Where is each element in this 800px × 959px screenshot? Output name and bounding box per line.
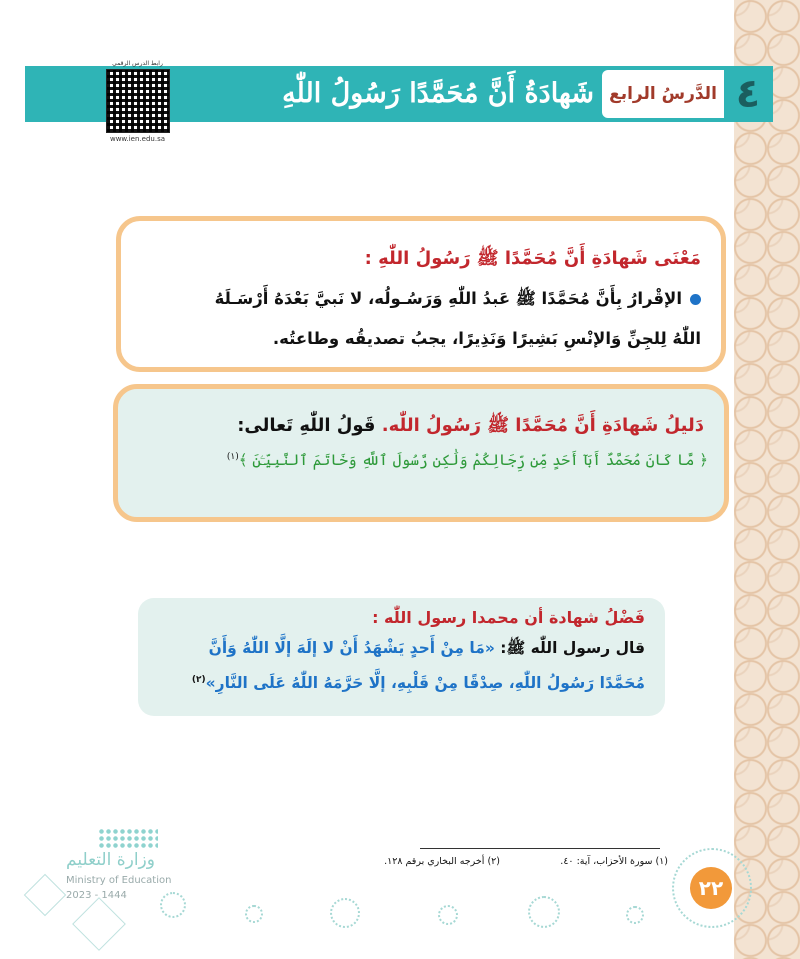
ministry-name-english: Ministry of Education [66,875,172,886]
lesson-number: ٤ [735,71,761,117]
decorative-diamond-icon [72,897,126,951]
decorative-flower-icon [245,905,263,923]
footnote-2: (٢) أخرجه البخاري برقم ١٢٨. [384,856,500,867]
bullet-icon [690,294,701,305]
proof-card [113,384,729,522]
decorative-flower-icon [626,906,644,924]
decorative-diamond-icon [24,874,66,916]
ministry-year: 2023 - 1444 [66,890,127,901]
page-number: ٢٢ [690,867,732,909]
hadith-line-1: قال رسول اللّٰه ﷺ: «مَا مِنْ أَحدٍ يَشْهَدُ أَنْ لا إلَهَ إلَّا اللّٰهُ وَأَنَّ [208,639,645,657]
meaning-card [116,216,726,372]
decorative-flower-icon [438,905,458,925]
decorative-flower-icon [160,892,186,918]
ministry-name-arabic: وزارة التعليم [66,850,155,870]
footnote-ref-1: (١) [226,452,239,462]
meaning-line-2: اللّٰهُ لِلجِنِّ وَالإنْسِ بَشِيرًا وَنَذِيرًا، يجبُ تصديقُه وطاعتُه. [272,329,701,348]
ministry-logo-icon [98,828,158,850]
meaning-heading: مَعْنَى شَهادَةِ أَنَّ مُحَمَّدًا ﷺ رَسُولُ اللّٰهِ : [364,248,701,269]
qr-caption: رابط الدرس الرقمي [112,60,163,67]
lesson-label: الدَّرسُ الرابع [602,70,724,118]
lesson-title: شَهادَةُ أَنَّ مُحَمَّدًا رَسُولُ اللّٰهِ [282,78,594,109]
digital-lesson-link[interactable] [100,60,175,143]
merit-card [138,598,665,716]
quran-verse: ﴿ مَّا كَانَ مُحَمَّدٌ أَبَآ أَحَدٍ مِّن رِّجَالِكُمْ وَلَٰكِن رَّسُولَ ٱللَّهِ وَخَاتَمَ ٱلنَّبِيِّـۧنَ ﴾$^{(١)}$ [226,451,708,469]
proof-heading: دَليلُ شَهادَةِ أَنَّ مُحَمَّدًا ﷺ رَسُولُ اللّٰه. قَولُ اللّٰهِ تَعالى: [237,415,704,436]
footnote-divider [420,848,660,849]
merit-heading: فَضْلُ شهادة أن محمدا رسول اللّٰه : [372,608,645,627]
hadith-line-2: مُحَمَّدًا رَسُولُ اللّٰهِ، صِدْقًا مِنْ قَلْبِهِ، إلَّا حَرَّمَهُ اللّٰهُ عَلَى النَّارِ»$^{(٢)}$ [191,674,645,692]
decorative-pattern-strip [734,0,800,959]
footnote-1: (١) سورة الأحزاب، آية: ٤٠. [560,856,668,867]
footnote-ref-2: (٢) [191,674,206,685]
meaning-line-1: الإقْرارُ بِأَنَّ مُحَمَّدًا ﷺ عَبدُ اللّٰهِ وَرَسُـولُه، لا نَبيَّ بَعْدَهُ أَرْسَـلَهُ [215,289,701,313]
qr-url[interactable]: www.ien.edu.sa [109,135,166,143]
qr-code-icon[interactable] [106,69,170,133]
decorative-flower-icon [528,896,560,928]
decorative-flower-icon [330,898,360,928]
